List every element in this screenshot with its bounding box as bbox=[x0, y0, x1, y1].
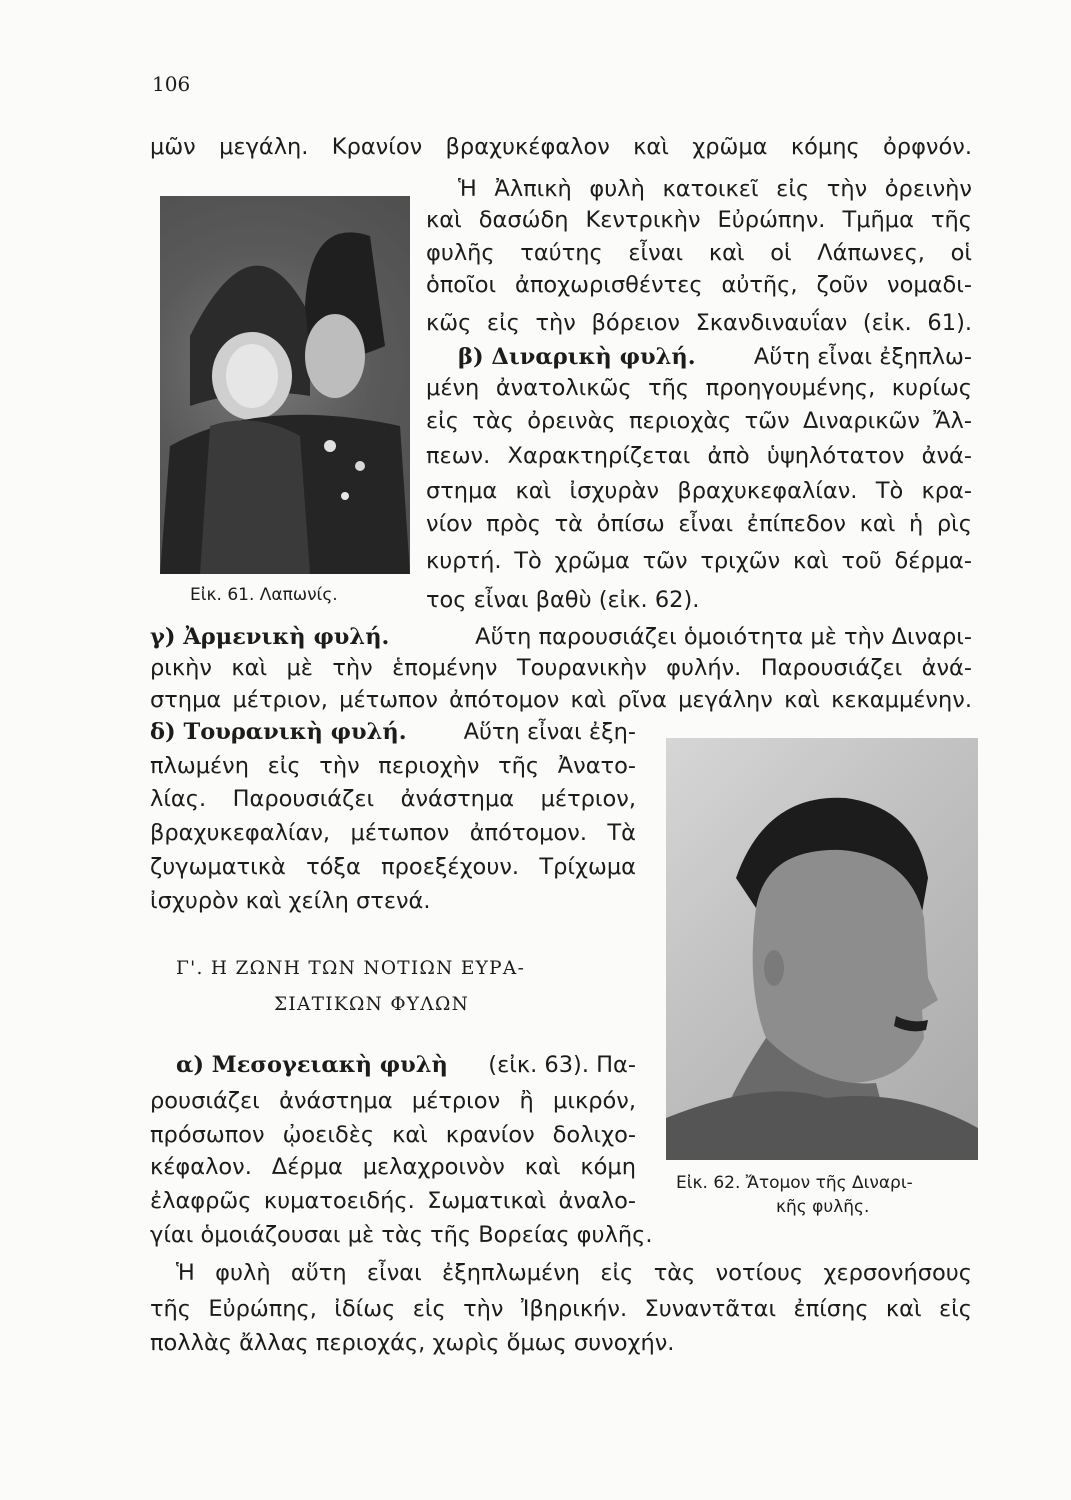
text-line: μῶν μεγάλη. Κρανίον βραχυκέφαλον καὶ χρῶμα κόμης ὀρφνόν. bbox=[150, 134, 972, 160]
text-line: στημα μέτριον, μέτωπον ἀπότομον καὶ ρῖνα μεγάλην καὶ κεκαμμένην. bbox=[150, 687, 972, 713]
text-line: ρικὴν καὶ μὲ τὴν ἑπομένην Τουρανικὴν φυλήν. Παρουσιάζει ἀνά- bbox=[150, 655, 972, 681]
text-line: (εἰκ. 63). Πα- bbox=[488, 1052, 636, 1078]
mediterranean-heading: α) Μεσογειακὴ φυλὴ bbox=[176, 1052, 448, 1078]
text-line: κέφαλον. Δέρμα μελαχροινὸν καὶ κόμη bbox=[150, 1154, 636, 1180]
text-line: πολλὰς ἄλλας περιοχάς, χωρὶς ὅμως συνοχήν. bbox=[150, 1330, 675, 1356]
text-line: κῶς εἰς τὴν βόρειον Σκανδιναυΐαν (εἰκ. 61). bbox=[426, 310, 972, 336]
text-line: ἐλαφρῶς κυματοειδής. Σωματικαὶ ἀναλο- bbox=[150, 1188, 636, 1214]
text-line: Ἡ φυλὴ αὕτη εἶναι ἐξηπλωμένη εἰς τὰς νοτίους χερσονήσους bbox=[176, 1260, 972, 1286]
text-line: πεων. Χαρακτηρίζεται ἀπὸ ὑψηλότατον ἀνά- bbox=[426, 443, 972, 469]
caption-fig-62-cont: κῆς φυλῆς. bbox=[776, 1197, 870, 1217]
text-line: πρόσωπον ᾠοειδὲς καὶ κρανίον δολιχο- bbox=[150, 1122, 636, 1148]
text-line: Ἡ Ἀλπικὴ φυλὴ κατοικεῖ εἰς τὴν ὀρεινὴν bbox=[458, 176, 972, 202]
text-line: καὶ δασώδη Κεντρικὴν Εὐρώπην. Τμῆμα τῆς bbox=[426, 207, 972, 233]
dinaric-paragraph-start bbox=[458, 342, 972, 372]
armenian-paragraph-start bbox=[150, 622, 972, 652]
text-line: γίαι ὁμοιάζουσαι μὲ τὰς τῆς Βορείας φυλῆς. bbox=[150, 1222, 653, 1248]
text-line: πλωμένη εἰς τὴν περιοχὴν τῆς Ἀνατο- bbox=[150, 753, 636, 779]
armenian-heading: γ) Ἀρμενικὴ φυλή. bbox=[150, 624, 390, 650]
photo-dinaric-man bbox=[666, 738, 978, 1160]
text-line: κυρτή. Τὸ χρῶμα τῶν τριχῶν καὶ τοῦ δέρμα- bbox=[426, 548, 972, 574]
text-line: Αὕτη εἶναι ἐξη- bbox=[463, 719, 636, 745]
caption-fig-61: Εἰκ. 61. Λαπωνίς. bbox=[190, 585, 338, 605]
text-line: λίας. Παρουσιάζει ἀνάστημα μέτριον, bbox=[150, 786, 636, 812]
text-line: ἰσχυρὸν καὶ χείλη στενά. bbox=[150, 888, 431, 914]
text-line: τος εἶναι βαθὺ (εἰκ. 62). bbox=[426, 587, 700, 613]
mediterranean-paragraph-start bbox=[176, 1050, 636, 1080]
caption-fig-62: Εἰκ. 62. Ἄτομον τῆς Διναρι- bbox=[676, 1173, 913, 1193]
text-line: φυλῆς ταύτης εἶναι καὶ οἱ Λάπωνες, οἱ bbox=[426, 240, 972, 266]
dinaric-heading: β) Διναρικὴ φυλή. bbox=[458, 344, 696, 370]
text-line: ζυγωματικὰ τόξα προεξέχουν. Τρίχωμα bbox=[150, 854, 636, 880]
text-line: τῆς Εὐρώπης, ἰδίως εἰς τὴν Ἰβηρικήν. Συναντᾶται ἐπίσης καὶ εἰς bbox=[150, 1296, 972, 1322]
turanian-paragraph-start bbox=[150, 717, 636, 747]
text-line: νίον πρὸς τὰ ὀπίσω εἶναι ἐπίπεδον καὶ ἡ ρὶς bbox=[426, 511, 972, 537]
text-line: Αὕτη παρουσιάζει ὁμοιότητα μὲ τὴν Διναρι- bbox=[475, 624, 972, 650]
section-title: ΣΙΑΤΙΚΩΝ ΦΥΛΩΝ bbox=[274, 994, 470, 1015]
text-line: στημα καὶ ἰσχυρὰν βραχυκεφαλίαν. Τὸ κρα- bbox=[426, 478, 972, 504]
text-line: Αὕτη εἶναι ἐξηπλω- bbox=[753, 344, 972, 370]
turanian-heading: δ) Τουρανικὴ φυλή. bbox=[150, 719, 407, 745]
page-number: 106 bbox=[152, 72, 191, 96]
text-line: βραχυκεφαλίαν, μέτωπον ἀπότομον. Τὰ bbox=[150, 820, 636, 846]
text-line: εἰς τὰς ὀρεινὰς περιοχὰς τῶν Διναρικῶν Ἄλ- bbox=[426, 408, 972, 434]
section-title: Γ'. Η ΖΩΝΗ ΤΩΝ ΝΟΤΙΩΝ ΕΥΡΑ- bbox=[176, 958, 526, 979]
text-line: ρουσιάζει ἀνάστημα μέτριον ἢ μικρόν, bbox=[150, 1088, 636, 1114]
text-line: ὁποῖοι ἀποχωρισθέντες αὐτῆς, ζοῦν νομαδι- bbox=[426, 272, 972, 298]
photo-lapp-woman bbox=[160, 196, 410, 574]
text-line: μένη ἀνατολικῶς τῆς προηγουμένης, κυρίως bbox=[426, 375, 972, 401]
